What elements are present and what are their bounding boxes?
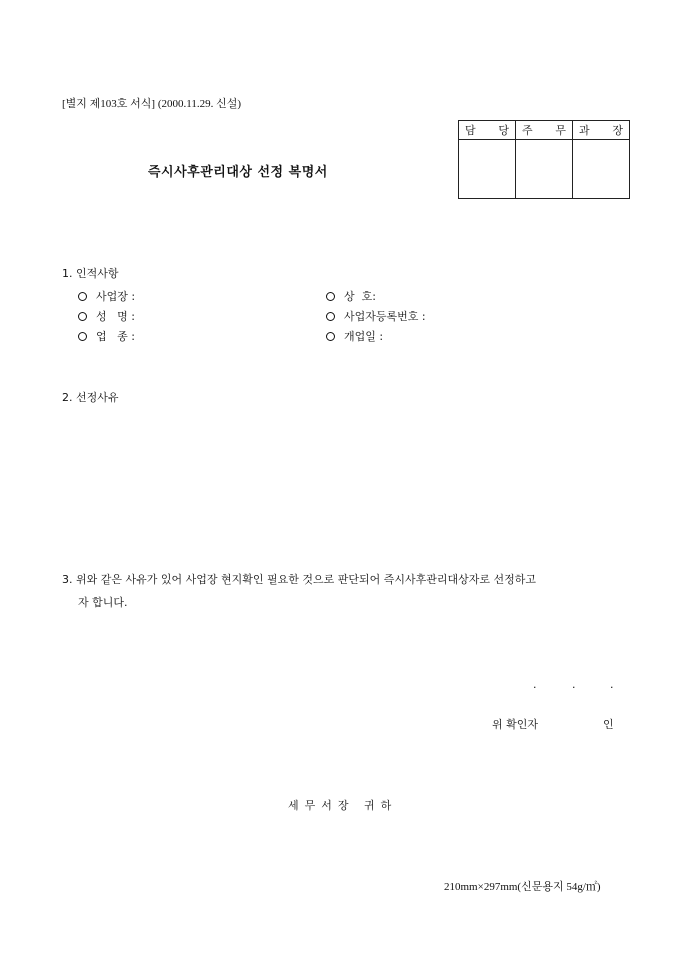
field-business-reg-no[interactable]: 사업자등록번호 : — [326, 308, 426, 324]
approval-box — [458, 120, 630, 199]
document-title: 즉시사후관리대상 선정 복명서 — [148, 165, 328, 180]
circle-bullet-icon — [326, 312, 335, 321]
circle-bullet-icon — [326, 332, 335, 341]
section1-heading: 1. 인적사항 — [62, 267, 119, 280]
section3-text-line2: 자 합니다. — [78, 596, 128, 609]
approval-sign-chief[interactable] — [573, 140, 630, 199]
approval-header-main: 주 무 — [516, 121, 573, 140]
date-month-dot: . — [572, 678, 576, 691]
paper-spec: 210mm×297mm(신문용지 54g/㎡) — [444, 881, 601, 893]
date-day-dot: . — [610, 678, 614, 691]
confirmer-label: 위 확인자 — [492, 718, 539, 731]
approval-sign-main[interactable] — [516, 140, 573, 199]
seal-mark[interactable]: 인 — [603, 718, 614, 731]
recipient-line: 세무서장 귀하 — [288, 799, 398, 812]
field-name[interactable]: 성 명 : — [78, 308, 135, 324]
field-opening-date[interactable]: 개업일 : — [326, 328, 383, 344]
circle-bullet-icon — [326, 292, 335, 301]
form-reference: [별지 제103호 서식] (2000.11.29. 신설) — [62, 98, 242, 110]
circle-bullet-icon — [78, 332, 87, 341]
section2-heading: 2. 선정사유 — [62, 391, 119, 404]
field-business-type[interactable]: 업 종 : — [78, 328, 135, 344]
circle-bullet-icon — [78, 292, 87, 301]
field-trade-name[interactable]: 상 호: — [326, 288, 376, 304]
date-year-dot: . — [533, 678, 537, 691]
section3-text-line1: 3. 위와 같은 사유가 있어 사업장 현지확인 필요한 것으로 판단되어 즉시사후관리대상자로 선정하고 — [62, 573, 536, 586]
circle-bullet-icon — [78, 312, 87, 321]
field-workplace[interactable]: 사업장 : — [78, 288, 135, 304]
approval-sign-staff[interactable] — [459, 140, 516, 199]
approval-header-staff: 담 당 — [459, 121, 516, 140]
approval-header-chief: 과 장 — [573, 121, 630, 140]
